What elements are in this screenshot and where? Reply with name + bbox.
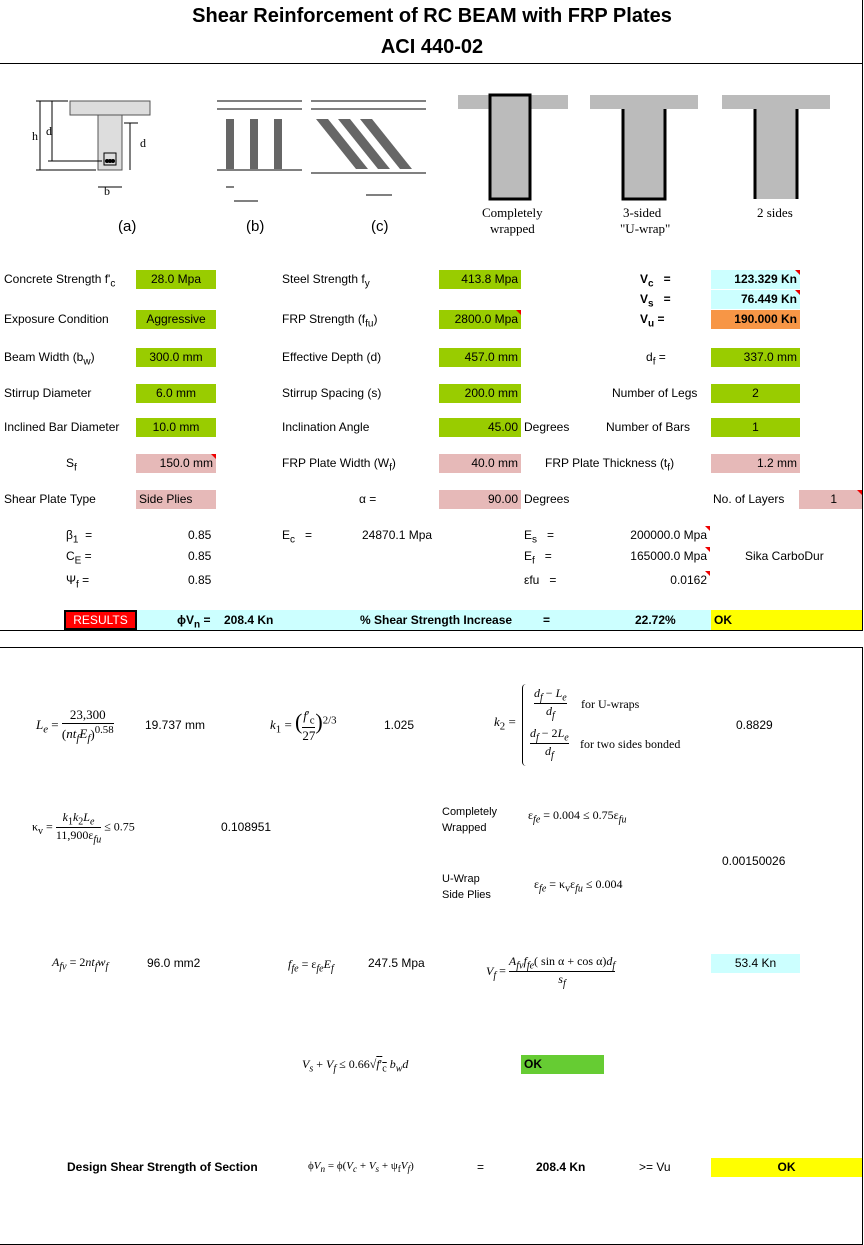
stirrup-spacing-input[interactable]: 200.0 mm bbox=[439, 384, 521, 403]
k1-value: 1.025 bbox=[384, 718, 415, 732]
k2-formula: $k_2$ = bbox=[494, 714, 516, 733]
vu-label: $V_u$ = bbox=[640, 312, 665, 330]
psi-value: 0.85 bbox=[188, 573, 212, 587]
bars-label: Number of Bars bbox=[606, 420, 691, 434]
uwrap-text: U-Wrap bbox=[442, 873, 480, 885]
results-status: OK bbox=[711, 610, 862, 630]
phivn-value: 208.4 Kn bbox=[224, 613, 274, 627]
design-status: OK bbox=[711, 1158, 862, 1177]
vc-label: $V_c$ = bbox=[640, 272, 671, 290]
layers-input[interactable]: 1 bbox=[799, 490, 862, 509]
steel-strength-label: Steel Strength $f_y$ bbox=[282, 272, 370, 290]
results-bar: $\phi V_n$ = 208.4 Kn % Shear Strength Increase = 22.72% bbox=[137, 610, 711, 630]
design-equals: = bbox=[477, 1160, 485, 1174]
k2-uwrap-label: for U-wraps bbox=[581, 697, 640, 711]
page-title: Shear Reinforcement of RC BEAM with FRP Plates bbox=[192, 5, 672, 27]
two-sides-label: 2 sides bbox=[757, 205, 793, 220]
completely-wrapped-figure bbox=[458, 93, 568, 203]
svg-text:d: d bbox=[46, 124, 52, 138]
k1-formula: $k_1$ = ( $\frac{f'_c}{27}$ )$^{2/3}$ bbox=[270, 708, 337, 743]
ec-value: 24870.1 Mpa bbox=[362, 528, 433, 542]
beta1-label: $\beta_1$ = bbox=[66, 528, 93, 546]
calc-frame bbox=[0, 647, 863, 1245]
legs-input[interactable]: 2 bbox=[711, 384, 800, 403]
title-divider bbox=[0, 63, 863, 64]
page-subtitle: ACI 440-02 bbox=[380, 36, 484, 58]
svg-text:h: h bbox=[32, 129, 38, 143]
legs-label: Number of Legs bbox=[612, 386, 698, 400]
svg-text:d: d bbox=[140, 136, 146, 150]
effective-depth-input[interactable]: 457.0 mm bbox=[439, 348, 521, 367]
inclined-bar-diameter-input[interactable]: 10.0 mm bbox=[136, 418, 216, 437]
inclined-bar-diameter-label: Inclined Bar Diameter bbox=[4, 420, 120, 434]
alpha-label: α = bbox=[359, 492, 377, 506]
shear-plate-type-label: Shear Plate Type bbox=[4, 492, 96, 506]
efu-value: 0.0162 bbox=[600, 571, 710, 590]
product-name: Sika CarboDur bbox=[745, 549, 824, 563]
kv-formula: $\kappa_v$ = $k_1k_2L_e$ $11,900\varepsilon_{fu}$ ≤ 0.75 bbox=[32, 810, 135, 846]
vc-value: 123.329 Kn bbox=[711, 270, 800, 289]
ec-label: $E_c$ = bbox=[282, 528, 313, 546]
exposure-select[interactable]: Aggressive bbox=[136, 310, 216, 329]
design-value: 208.4 Kn bbox=[536, 1160, 586, 1174]
es-value: 200000.0 Mpa bbox=[600, 526, 710, 545]
afv-formula: $A_{fv} = 2nt_fw_f$ bbox=[52, 955, 109, 973]
sf-label: $S_f$ bbox=[66, 456, 77, 474]
ef-value: 165000.0 Mpa bbox=[600, 547, 710, 566]
concrete-strength-label: Concrete Strength $f'_c$ bbox=[4, 272, 116, 290]
afv-value: 96.0 mm2 bbox=[147, 956, 201, 970]
u-wrap-figure bbox=[590, 93, 698, 203]
stirrup-spacing-label: Stirrup Spacing (s) bbox=[282, 386, 382, 400]
wf-input[interactable]: 40.0 mm bbox=[439, 454, 521, 473]
vf-formula: $V_f$ = $A_{fv}f_{fe}$( $\sin \alpha + \cos \alpha)d_f$ $s_f$ bbox=[486, 954, 616, 990]
k2-brace bbox=[522, 684, 529, 766]
beam-width-label: Beam Width $(b_w)$ bbox=[4, 350, 95, 368]
ffe-value: 247.5 Mpa bbox=[368, 956, 425, 970]
two-sides-figure bbox=[722, 93, 830, 203]
k2-two-label: for two sides bonded bbox=[580, 737, 681, 751]
inclination-angle-input[interactable]: 45.00 bbox=[439, 418, 521, 437]
inclination-angle-label: Inclination Angle bbox=[282, 420, 370, 434]
wf-label: FRP Plate Width $(W_f)$ bbox=[282, 456, 396, 474]
vs-label: $V_s$ = bbox=[640, 292, 671, 310]
svg-text:b: b bbox=[104, 184, 110, 198]
inclined-strips-figure bbox=[306, 95, 430, 215]
es-label: $E_s$ = bbox=[524, 528, 555, 546]
ef-label: $E_f$ = bbox=[524, 549, 552, 567]
figure-b-label: (b) bbox=[246, 218, 265, 235]
vf-value: 53.4 Kn bbox=[711, 954, 800, 973]
concrete-strength-input[interactable]: 28.0 Mpa bbox=[136, 270, 216, 289]
increase-value: 22.72% bbox=[635, 613, 676, 627]
ce-label: $C_E$ = bbox=[66, 549, 92, 567]
phivn-label: $\phi V_n$ = bbox=[177, 613, 211, 631]
frp-strength-label: FRP Strength $(f_{fu})$ bbox=[282, 312, 378, 330]
efe-value: 0.00150026 bbox=[722, 854, 786, 868]
beam-width-input[interactable]: 300.0 mm bbox=[136, 348, 216, 367]
efe-formula-1: $\varepsilon_{fe} = 0.004 \le 0.75\varepsilon_{fu}$ bbox=[528, 808, 627, 826]
ffe-formula: $f_{fe} = \varepsilon_{fe}E_f$ bbox=[288, 957, 334, 975]
ce-value: 0.85 bbox=[188, 549, 212, 563]
tf-label: FRP Plate Thickness $(t_f)$ bbox=[545, 456, 675, 474]
u-wrap-label: "U-wrap" bbox=[620, 221, 671, 236]
check-formula: $V_s + V_f \le 0.66√f'_c$ $b_wd$ bbox=[302, 1057, 409, 1075]
bars-input[interactable]: 1 bbox=[711, 418, 800, 437]
design-ge-vu: >= Vu bbox=[639, 1160, 671, 1174]
stirrup-diameter-input[interactable]: 6.0 mm bbox=[136, 384, 216, 403]
steel-strength-input[interactable]: 413.8 Mpa bbox=[439, 270, 521, 289]
kv-value: 0.108951 bbox=[221, 820, 272, 834]
three-sided-label: 3-sided bbox=[623, 205, 662, 220]
le-value: 19.737 mm bbox=[145, 718, 206, 732]
beta1-value: 0.85 bbox=[188, 528, 212, 542]
layers-label: No. of Layers bbox=[713, 492, 785, 506]
vu-input[interactable]: 190.000 Kn bbox=[711, 310, 800, 329]
completely-text: Completely bbox=[442, 806, 498, 818]
stirrup-diameter-label: Stirrup Diameter bbox=[4, 386, 92, 400]
efe-formula-2: $\varepsilon_{fe} = \kappa_v\varepsilon_{fu} \le 0.004$ bbox=[534, 877, 623, 895]
figure-a-label: (a) bbox=[118, 218, 137, 235]
effective-depth-label: Effective Depth (d) bbox=[282, 350, 382, 364]
le-formula: $L_e$ = 23,300 $(nt_fE_f)^{0.58}$ bbox=[36, 707, 114, 745]
k2-frac-b: $d_f - 2L_e$ $d_f$ bbox=[530, 726, 569, 762]
exposure-label: Exposure Condition bbox=[4, 312, 109, 326]
efu-label: εfu = bbox=[524, 573, 557, 587]
vertical-strips-figure bbox=[212, 95, 304, 215]
wrapped-text: Wrapped bbox=[442, 822, 487, 834]
completely-label: Completely bbox=[482, 205, 543, 220]
tf-input[interactable]: 1.2 mm bbox=[711, 454, 800, 473]
k2-frac-a: $d_f - L_e$ $d_f$ bbox=[534, 686, 567, 722]
figure-c-label: (c) bbox=[371, 218, 389, 235]
degrees-label-2: Degrees bbox=[524, 492, 570, 506]
psi-label: $\Psi_f$ = bbox=[66, 573, 90, 591]
sf-input[interactable]: 150.0 mm bbox=[136, 454, 216, 473]
increase-label: % Shear Strength Increase bbox=[360, 613, 513, 627]
check-status: OK bbox=[521, 1055, 604, 1074]
sideplies-text: Side Plies bbox=[442, 889, 491, 901]
wrapped-label: wrapped bbox=[490, 221, 535, 236]
design-label: Design Shear Strength of Section bbox=[67, 1160, 258, 1174]
results-button[interactable]: RESULTS bbox=[64, 610, 137, 630]
design-formula: $\phi V_n = \phi(V_c + V_s + \psi_fV_f)$ bbox=[308, 1160, 414, 1175]
df-label: $d_f$ = bbox=[646, 350, 666, 368]
shear-plate-type-select[interactable]: Side Plies bbox=[136, 490, 216, 509]
k2-value: 0.8829 bbox=[736, 718, 773, 732]
alpha-input[interactable]: 90.00 bbox=[439, 490, 521, 509]
df-input[interactable]: 337.0 mm bbox=[711, 348, 800, 367]
t-beam-section-figure bbox=[30, 95, 160, 235]
degrees-label: Degrees bbox=[524, 420, 570, 434]
frp-strength-input[interactable]: 2800.0 Mpa bbox=[439, 310, 521, 329]
vs-value: 76.449 Kn bbox=[711, 290, 800, 309]
